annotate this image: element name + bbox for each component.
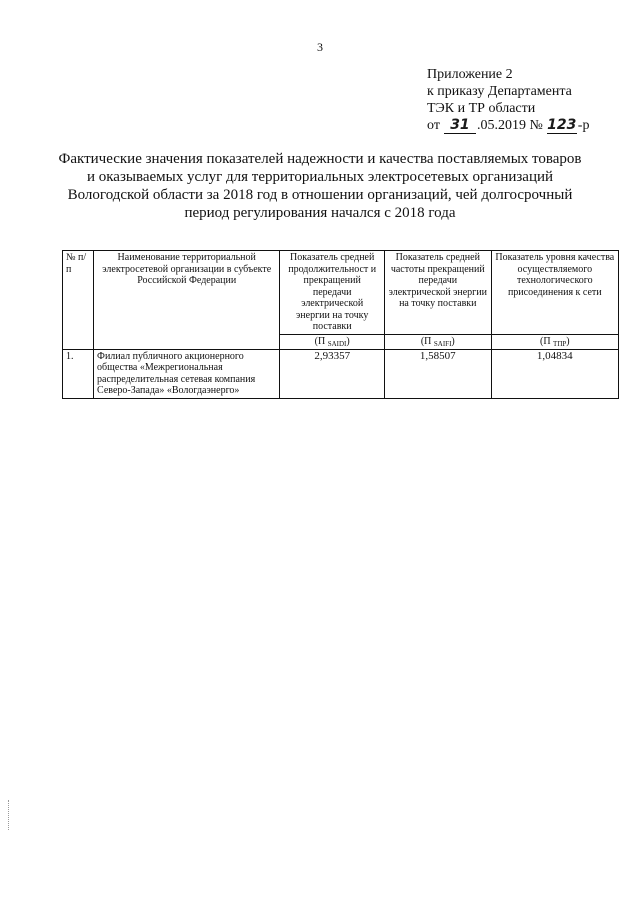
annex-line-3: ТЭК и ТР области (427, 101, 536, 116)
header-row (63, 251, 619, 335)
symbol-saifi-close: ) (451, 335, 455, 347)
symbol-tpr-close: ) (566, 335, 570, 347)
symbol-saifi (384, 334, 491, 349)
title-line-1: Фактические значения показателей надежности и качества поставляемых товаров (58, 151, 582, 167)
header-saidi: Показатель средней продолжительност и прекращений передачи электрической энергии на точку поставки (280, 251, 385, 335)
page-number: 3 (317, 40, 323, 54)
table-row (63, 349, 619, 398)
header-tpr: Показатель уровня качества осуществляемого технологического присоединения к сети (491, 251, 618, 335)
annex-line-2: к приказу Департамента (427, 84, 572, 99)
symbol-saifi-open: (П (420, 335, 432, 347)
annex-line-1: Приложение 2 (427, 67, 513, 82)
handwritten-day: 31 (444, 118, 476, 134)
symbol-tpr-sub: ТПР (553, 339, 567, 348)
header-organization-name: Наименование территориальной электросетевой организации в субъекте Российской Федерации (94, 251, 280, 350)
header-num: № п/п (63, 251, 94, 350)
title-line-2: и оказываемых услуг для территориальных электросетевых организаций (86, 169, 554, 185)
row-saidi-value: 2,93357 (280, 349, 385, 398)
date-rest: .05.2019 № (476, 118, 543, 133)
symbol-saidi-open: (П (314, 335, 326, 347)
symbol-saifi-sub: SAIFI (433, 339, 452, 348)
symbol-tpr-open: (П (539, 335, 551, 347)
order-suffix: -р (577, 118, 590, 133)
title-line-4: период регулирования начался с 2018 года (184, 205, 456, 221)
title-line-3: Вологодской области за 2018 год в отношении организаций, чей долгосрочный (67, 187, 573, 203)
indicators-table (62, 250, 619, 399)
symbol-saidi-sub: SAIDI (327, 339, 347, 348)
annex-date-line (427, 117, 627, 134)
row-num: 1. (63, 349, 94, 398)
row-organization-name: Филиал публичного акционерного общества «Межрегиональная распределительная сетевая компания Северо-Запада» «Вологдаэнерго» (94, 349, 280, 398)
annex-block (427, 66, 627, 134)
header-saifi: Показатель средней частоты прекращений передачи электрической энергии на точку поставки (384, 251, 491, 335)
symbol-saidi-close: ) (346, 335, 350, 347)
symbol-saidi (280, 334, 385, 349)
row-tpr-value: 1,04834 (491, 349, 618, 398)
margin-mark (8, 800, 11, 830)
symbol-tpr (491, 334, 618, 349)
document-title (40, 150, 600, 222)
row-saifi-value: 1,58507 (384, 349, 491, 398)
date-prefix: от (427, 118, 440, 133)
handwritten-order-number: 123 (547, 117, 577, 133)
